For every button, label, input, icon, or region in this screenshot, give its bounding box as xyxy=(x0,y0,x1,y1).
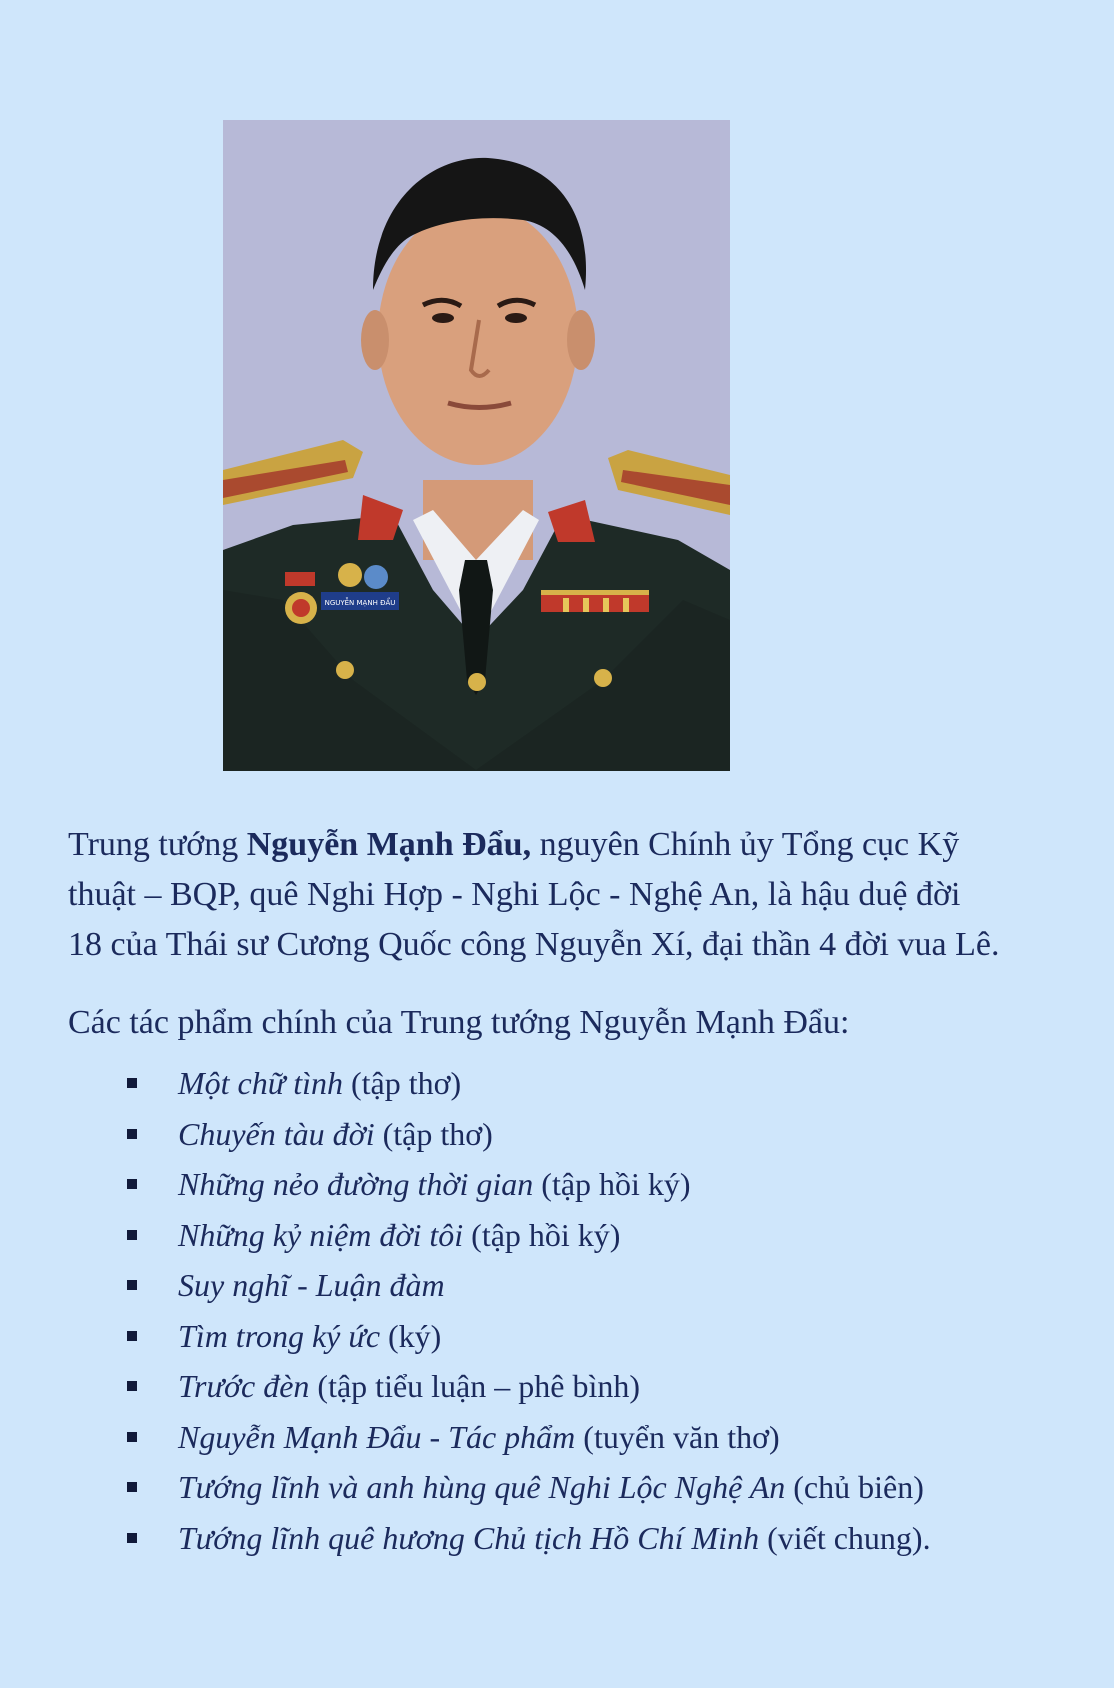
work-note: (tập hồi ký) xyxy=(463,1216,621,1253)
work-title: Một chữ tình xyxy=(178,1065,343,1101)
work-title: Trước đèn xyxy=(178,1368,310,1404)
list-item xyxy=(0,1361,1114,1412)
work-note: (ký) xyxy=(380,1317,442,1354)
work-title: Nguyễn Mạnh Đẩu - Tác phẩm xyxy=(178,1418,576,1455)
work-note: (tuyển văn thơ) xyxy=(575,1418,780,1455)
bio-name: Nguyễn Mạnh Đẩu, xyxy=(246,826,532,863)
square-bullet-icon xyxy=(127,1179,137,1189)
bio-paragraph xyxy=(68,820,1078,970)
work-title: Tướng lĩnh và anh hùng quê Nghi Lộc Nghệ An xyxy=(178,1469,786,1505)
square-bullet-icon xyxy=(127,1078,137,1088)
work-note: (chủ biên) xyxy=(785,1469,924,1505)
works-list xyxy=(0,1058,1114,1563)
square-bullet-icon xyxy=(127,1482,137,1492)
list-item xyxy=(0,1462,1114,1513)
work-note: (tập hồi ký) xyxy=(533,1166,691,1202)
square-bullet-icon xyxy=(127,1381,137,1391)
square-bullet-icon xyxy=(127,1331,137,1341)
work-title: Suy nghĩ - Luận đàm xyxy=(178,1267,445,1303)
list-item xyxy=(0,1210,1114,1261)
name-tag-text: NGUYỄN MẠNH ĐẨU xyxy=(324,599,396,607)
works-heading: Các tác phẩm chính của Trung tướng Nguyễn Mạnh Đẩu: xyxy=(68,1004,850,1041)
work-title: Chuyến tàu đời xyxy=(178,1115,375,1152)
work-title: Những kỷ niệm đời tôi xyxy=(178,1216,464,1253)
list-item xyxy=(0,1412,1114,1463)
bio-line1-rest: nguyên Chính ủy Tổng cục Kỹ xyxy=(531,826,960,863)
square-bullet-icon xyxy=(127,1129,137,1139)
list-item xyxy=(0,1159,1114,1210)
work-note: (tập thơ) xyxy=(374,1115,493,1152)
work-title: Tướng lĩnh quê hương Chủ tịch Hồ Chí Minh xyxy=(178,1519,760,1556)
list-item xyxy=(0,1058,1114,1109)
bio-line3: 18 của Thái sư Cương Quốc công Nguyễn Xí, đại thần 4 đời vua Lê. xyxy=(68,926,1000,963)
work-title: Tìm trong ký ức xyxy=(178,1317,381,1354)
work-note: (tập thơ) xyxy=(342,1065,462,1101)
square-bullet-icon xyxy=(127,1533,137,1543)
list-item xyxy=(0,1109,1114,1160)
square-bullet-icon xyxy=(127,1230,137,1240)
bio-line2: thuật – BQP, quê Nghi Hợp - Nghi Lộc - Nghệ An, là hậu duệ đời xyxy=(68,876,961,913)
square-bullet-icon xyxy=(127,1432,137,1442)
list-item xyxy=(0,1311,1114,1362)
bio-rank: Trung tướng xyxy=(68,826,247,863)
work-note: (viết chung). xyxy=(759,1519,931,1556)
list-item xyxy=(0,1260,1114,1311)
list-item xyxy=(0,1513,1114,1564)
work-title: Những nẻo đường thời gian xyxy=(178,1166,534,1202)
work-note: (tập tiểu luận – phê bình) xyxy=(309,1368,640,1404)
portrait-photo xyxy=(223,120,730,771)
square-bullet-icon xyxy=(127,1280,137,1290)
